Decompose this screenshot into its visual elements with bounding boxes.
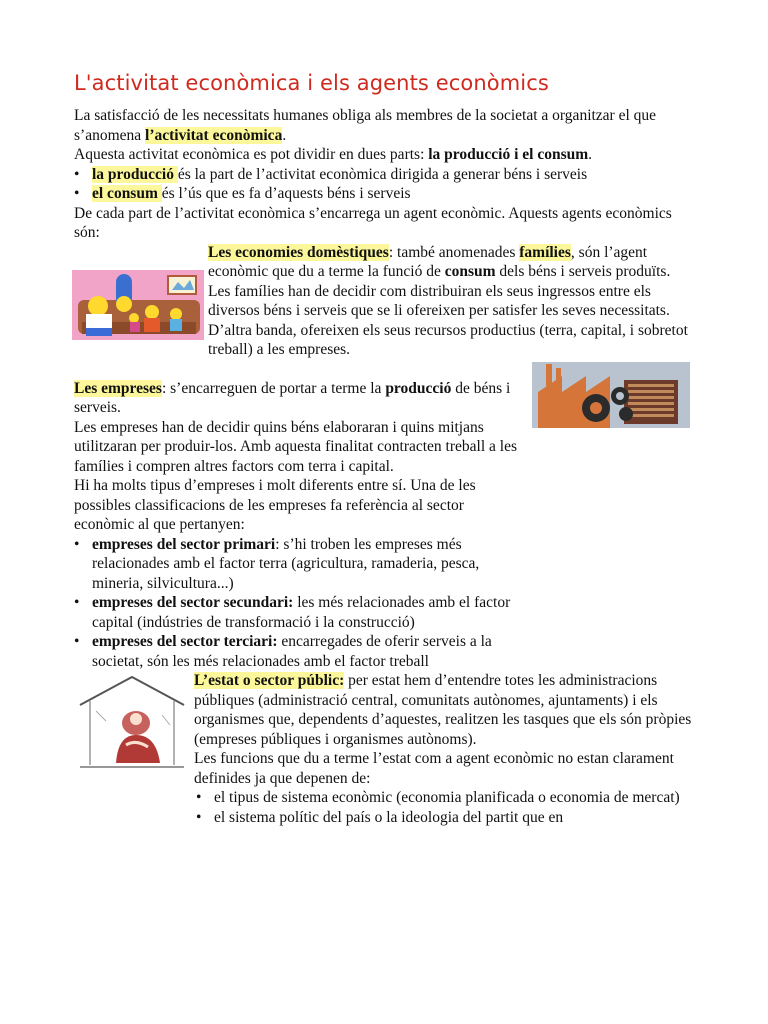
list-item [74,535,522,594]
list-item: • el sistema polític del país o la ideologia del partit que en [196,808,694,828]
page-title: L'activitat econòmica i els agents econòmics [74,71,549,95]
consum-bold: consum [444,263,496,280]
families-section [74,243,694,360]
companies-section [74,379,694,672]
highlight-activitat: l’activitat econòmica [145,126,283,144]
families-text-b: , són l’agent econòmic que du a terme la funció de [208,243,648,280]
highlight-empreses: Les empreses [74,379,162,397]
sector-secundari-bold: empreses del sector secundari: [92,594,294,611]
companies-text [74,379,522,672]
state-section [74,671,694,827]
list-item [74,632,522,671]
state-text-a: per estat hem d’entendre totes les administracions públiques (administració central, comunitats autònomes, ajuntaments) i els organismes que, dependents d’aquestes, realitzen les tasques que els són pròpies (empreses públiques i organismes autònoms). [194,672,692,748]
companies-text-a: : s’encarreguen de portar a terme la [161,379,386,397]
intro-text: La satisfacció de les necessitats humanes obliga als membres de la societat a organitzar el que s’anomena [74,107,657,144]
highlight-families: famílies [519,243,571,261]
state-paragraph-1 [194,671,694,749]
state-text [194,671,694,827]
families-paragraph-3: D’altra banda, ofereixen els seus recursos productius (terra, capital, i sobretot treball) a les empreses. [208,321,688,358]
families-text-c: dels béns i serveis produïts. [495,263,671,280]
intro-text-2: Aquesta activitat econòmica es pot dividir en dues parts: [74,146,429,163]
highlight-produccio: la producció [92,165,178,183]
produccio-bold: producció [385,379,452,397]
state-illustration-image [76,675,188,771]
family-sofa-image [72,270,204,340]
list-item-text: és l’ús que es fa d’aquests béns i serveis [161,185,411,202]
list-item-text: : s’hi troben les empreses més relacionades amb el factor terra (agricultura, ramaderia, pesca, mineria, silvicultura...) [92,535,480,592]
sectors-list [74,535,522,672]
factory-gears-image [532,362,690,428]
list-item [74,184,694,204]
families-paragraph-1 [208,243,694,282]
companies-paragraph-2: Les empreses han de decidir quins béns elaboraran i quins mitjans utilitzaran per produir-los. Amb aquesta finalitat contracten treball a les famílies i compren altres factors com terra i capital. [74,418,517,475]
state-paragraph-2: Les funcions que du a terme l’estat com a agent econòmic no estan clarament definides ja que depenen de: [194,750,674,787]
intro-bullet-list [74,165,694,204]
intro-paragraph-3: De cada part de l’activitat econòmica s’encarrega un agent econòmic. Aquests agents econòmics són: [74,204,672,241]
list-item-text: les més relacionades amb el factor capital (indústries de transformació i la construcció) [92,594,511,631]
families-paragraph-2: Les famílies han de decidir com distribuiran els seus ingressos entre els diversos béns i serveis que se li ofereixen per satisfer les seves necessitats. [208,282,670,319]
intro-text-2-end: . [588,146,593,163]
highlight-economies-domestiques: Les economies domèstiques [208,243,389,261]
list-item: • el tipus de sistema econòmic (economia planificada o economia de mercat) [196,788,694,808]
companies-text-b: de béns i serveis. [74,379,511,416]
list-item-text: encarregades de oferir serveis a la societat, són les més relacionades amb el factor treball [92,633,492,670]
state-bullet-list [194,788,694,827]
list-item [74,165,694,185]
document-page [74,70,694,827]
families-text-a: : també anomenades [388,243,520,261]
companies-paragraph-1 [74,379,522,418]
families-text [208,243,694,360]
intro-paragraph-1 [74,106,694,145]
highlight-estat: L’estat o sector públic: [194,672,345,689]
list-item-text: és la part de l’activitat econòmica dirigida a generar béns i serveis [177,165,588,183]
sector-terciari-bold: empreses del sector terciari: [92,633,278,650]
intro-paragraph-2 [74,145,694,165]
sector-primari-bold: empreses del sector primari [92,535,276,553]
production-consumption-bold: la producció i el consum [428,146,589,163]
highlight-consum: el consum [92,185,162,202]
list-item [74,593,522,632]
companies-paragraph-3: Hi ha molts tipus d’empreses i molt diferents entre sí. Una de les possibles classificacions de les empreses fa referència al sector econòmic al que pertanyen: [74,477,476,533]
intro-text-end: . [282,126,287,144]
